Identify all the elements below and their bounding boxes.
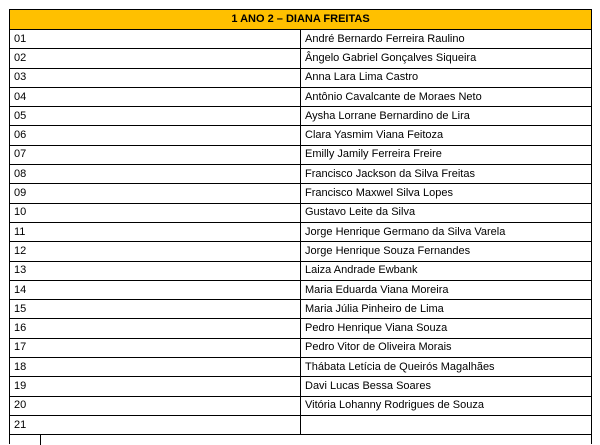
row-number: 20 [10,396,301,415]
roster-body [10,30,592,435]
student-name: Maria Júlia Pinheiro de Lima [301,300,592,319]
row-number: 15 [10,300,301,319]
student-name: Anna Lara Lima Castro [301,68,592,87]
row-number: 02 [10,49,301,68]
row-number: 09 [10,184,301,203]
table-row [10,396,592,415]
row-number: 05 [10,107,301,126]
table-row [10,222,592,241]
table-row [10,415,592,434]
row-number: 12 [10,242,301,261]
student-name: Emilly Jamily Ferreira Freire [301,145,592,164]
row-number: 10 [10,203,301,222]
row-number: 08 [10,165,301,184]
table-row [10,87,592,106]
table-row [10,203,592,222]
student-name: Antônio Cavalcante de Moraes Neto [301,87,592,106]
student-name: Maria Eduarda Viana Moreira [301,280,592,299]
row-number: 03 [10,68,301,87]
row-number: 16 [10,319,301,338]
student-name: Francisco Jackson da Silva Freitas [301,165,592,184]
student-name: Jorge Henrique Germano da Silva Varela [301,222,592,241]
class-roster-table [9,9,592,435]
student-name: Ângelo Gabriel Gonçalves Siqueira [301,49,592,68]
row-number: 11 [10,222,301,241]
row-number: 18 [10,358,301,377]
table-row [10,242,592,261]
table-row [10,338,592,357]
partial-row [9,434,592,444]
row-number: 14 [10,280,301,299]
row-number: 19 [10,377,301,396]
partial-row-divider [40,435,41,445]
table-row [10,107,592,126]
table-row [10,184,592,203]
student-name: Pedro Vitor de Oliveira Morais [301,338,592,357]
table-row [10,261,592,280]
table-row [10,358,592,377]
student-name: Laiza Andrade Ewbank [301,261,592,280]
table-row [10,165,592,184]
student-name: Clara Yasmim Viana Feitoza [301,126,592,145]
table-row [10,68,592,87]
student-name: Pedro Henrique Viana Souza [301,319,592,338]
table-row [10,49,592,68]
table-row [10,319,592,338]
student-name: Vitória Lohanny Rodrigues de Souza [301,396,592,415]
row-number: 21 [10,415,301,434]
student-name: Francisco Maxwel Silva Lopes [301,184,592,203]
row-number: 06 [10,126,301,145]
table-row [10,126,592,145]
table-row [10,145,592,164]
row-number: 07 [10,145,301,164]
header-row [10,10,592,30]
table-row [10,30,592,49]
student-name: Davi Lucas Bessa Soares [301,377,592,396]
table-row [10,377,592,396]
student-name: Gustavo Leite da Silva [301,203,592,222]
student-name [301,415,592,434]
table-row [10,300,592,319]
row-number: 04 [10,87,301,106]
table-row [10,280,592,299]
row-number: 17 [10,338,301,357]
student-name: Aysha Lorrane Bernardino de Lira [301,107,592,126]
row-number: 13 [10,261,301,280]
student-name: André Bernardo Ferreira Raulino [301,30,592,49]
student-name: Jorge Henrique Souza Fernandes [301,242,592,261]
student-name: Thábata Letícia de Queirós Magalhães [301,358,592,377]
roster-title: 1 ANO 2 – DIANA FREITAS [10,10,592,30]
row-number: 01 [10,30,301,49]
